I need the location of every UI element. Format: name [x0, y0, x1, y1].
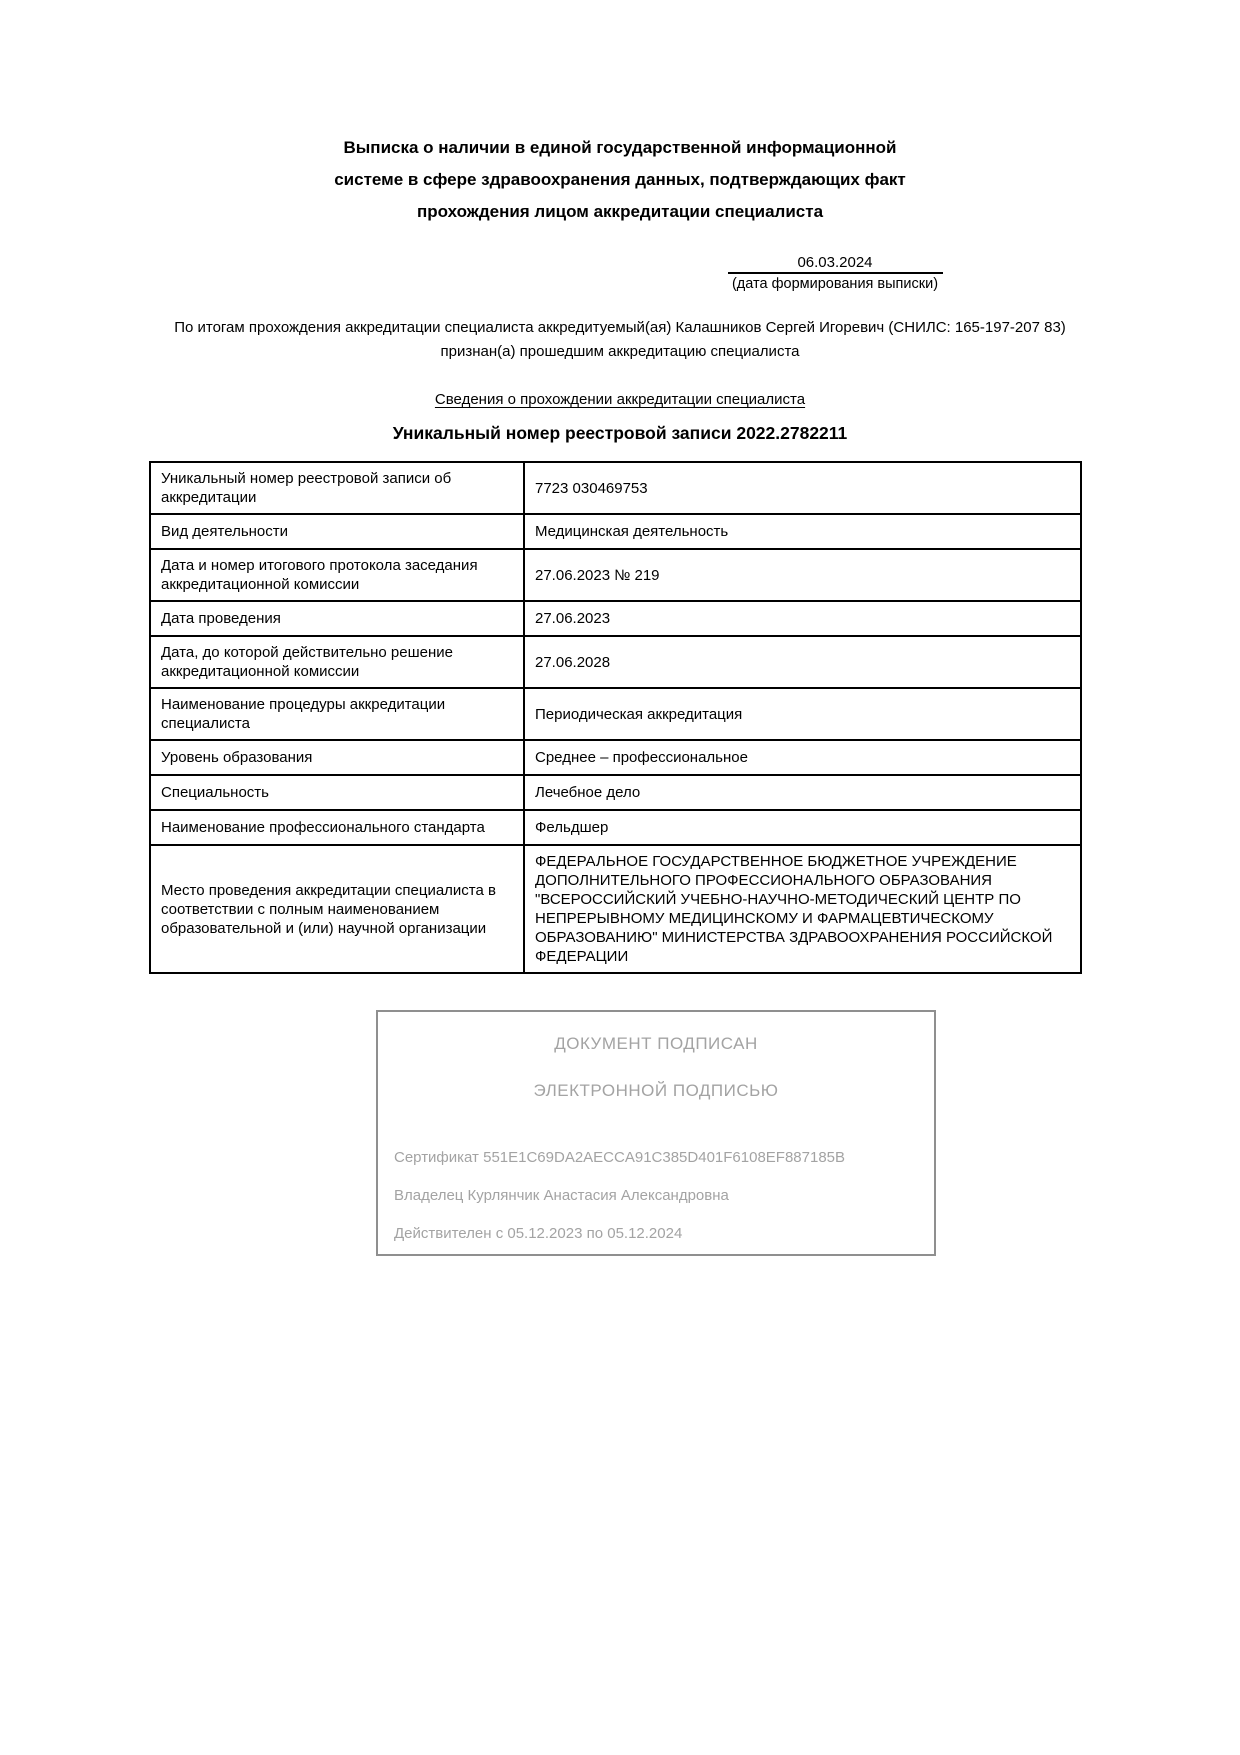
signature-details — [394, 1149, 918, 1242]
page-title-line: Выписка о наличии в единой государственной информационной — [343, 138, 897, 157]
accreditation-table — [149, 461, 1082, 974]
intro-paragraph — [0, 316, 1240, 364]
row-label: Вид деятельности — [150, 514, 524, 549]
row-value: ФЕДЕРАЛЬНОЕ ГОСУДАРСТВЕННОЕ БЮДЖЕТНОЕ УЧРЕЖДЕНИЕ ДОПОЛНИТЕЛЬНОГО ПРОФЕССИОНАЛЬНОГО ОБРАЗОВАНИЯ "ВСЕРОССИЙСКИЙ УЧЕБНО-НАУЧНО-МЕТОДИЧЕСКИЙ ЦЕНТР ПО НЕПРЕРЫВНОМУ МЕДИЦИНСКОМУ И ФАРМАЦЕВТИЧЕСКОМУ ОБРАЗОВАНИЮ" МИНИСТЕРСТВА ЗДРАВООХРАНЕНИЯ РОССИЙСКОЙ ФЕДЕРАЦИИ — [524, 845, 1081, 973]
table-row — [150, 740, 1081, 775]
row-value: Медицинская деятельность — [524, 514, 1081, 549]
row-value: 27.06.2028 — [524, 636, 1081, 688]
signature-heading-line2: ЭЛЕКТРОННОЙ ПОДПИСЬЮ — [533, 1081, 779, 1100]
signature-heading-line1: ДОКУМЕНТ ПОДПИСАН — [554, 1034, 758, 1053]
section-heading: Сведения о прохождении аккредитации специалиста — [434, 391, 806, 408]
table-row — [150, 549, 1081, 601]
row-label: Уровень образования — [150, 740, 524, 775]
table-row — [150, 688, 1081, 740]
page-title-line: системе в сфере здравоохранения данных, подтверждающих факт — [334, 170, 906, 189]
row-label: Дата, до которой действительно решение аккредитационной комиссии — [150, 636, 524, 688]
formation-date-caption: (дата формирования выписки) — [731, 276, 939, 292]
table-row — [150, 810, 1081, 845]
signature-owner: Владелец Курлянчик Анастасия Александровна — [394, 1187, 729, 1204]
table-row — [150, 775, 1081, 810]
row-value: Периодическая аккредитация — [524, 688, 1081, 740]
row-value: Среднее – профессиональное — [524, 740, 1081, 775]
formation-date-block — [675, 254, 995, 292]
page-title — [0, 132, 1240, 228]
row-label: Место проведения аккредитации специалиста в соответствии с полным наименованием образовательной и (или) научной организации — [150, 845, 524, 973]
intro-line: По итогам прохождения аккредитации специалиста аккредитуемый(ая) Калашников Сергей Игоревич (СНИЛС: 165-197-207 83) — [174, 319, 1066, 336]
registry-number-heading: Уникальный номер реестровой записи 2022.2782211 — [392, 423, 848, 443]
row-value: Лечебное дело — [524, 775, 1081, 810]
formation-date: 06.03.2024 — [728, 254, 943, 274]
row-label: Наименование профессионального стандарта — [150, 810, 524, 845]
row-value: Фельдшер — [524, 810, 1081, 845]
table-row — [150, 601, 1081, 636]
signature-validity: Действителен с 05.12.2023 по 05.12.2024 — [394, 1225, 683, 1242]
row-value: 27.06.2023 № 219 — [524, 549, 1081, 601]
row-label: Дата проведения — [150, 601, 524, 636]
row-label: Уникальный номер реестровой записи об аккредитации — [150, 462, 524, 514]
row-label: Наименование процедуры аккредитации специалиста — [150, 688, 524, 740]
intro-line: признан(а) прошедшим аккредитацию специалиста — [440, 343, 800, 360]
electronic-signature-stamp — [376, 1010, 936, 1256]
signature-certificate: Сертификат 551E1C69DA2AECCA91C385D401F6108EF887185B — [394, 1149, 846, 1166]
table-row — [150, 462, 1081, 514]
row-value: 27.06.2023 — [524, 601, 1081, 636]
page-title-line: прохождения лицом аккредитации специалиста — [416, 202, 824, 221]
row-label: Дата и номер итогового протокола заседания аккредитационной комиссии — [150, 549, 524, 601]
table-row — [150, 636, 1081, 688]
table-row — [150, 845, 1081, 973]
row-label: Специальность — [150, 775, 524, 810]
table-row — [150, 514, 1081, 549]
row-value: 7723 030469753 — [524, 462, 1081, 514]
